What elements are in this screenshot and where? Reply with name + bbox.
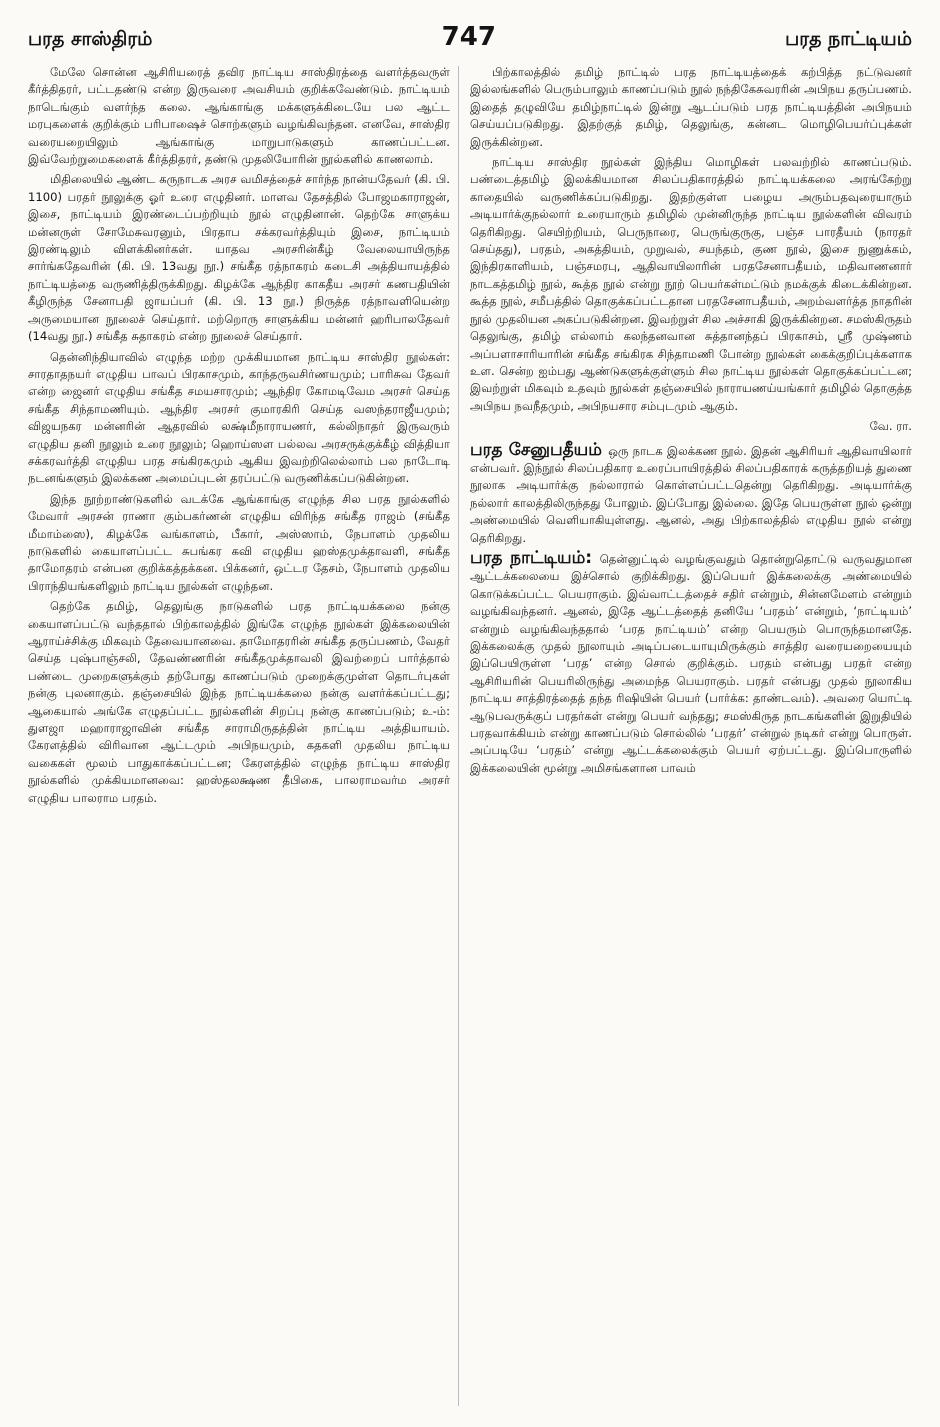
entry-bharata-natyam (470, 547, 912, 777)
running-head-right: பரத நாட்டியம் (785, 28, 912, 50)
paragraph: நாட்டிய சாஸ்திர நூல்கள் இந்திய மொழிகள் பலவற்றில் காணப்படும். பண்டைத்தமிழ் இலக்கியமான சிலப்பதிகாரத்தில் நாட்டியக்கலை அரங்கேற்று காதையில் வருணிக்கப்படுகிறது. இதற்குள்ள பழைய அரும்பதவுரையாரும் அடியார்க்குநல்லார் உரையாரும் தமிழில் முன்னிருந்த நாட்டிய நூல்களின் விவரம் தெரிகிறது. செயிற்றியம், பெருநாரை, பெருங்குருகு, பஞ்ச பாரதீயம் (நாரதர் செய்தது), பரதம், அகத்தியம், முறுவல், சயந்தம், குண நூல், இசை நுணுக்கம், இந்திரகாளியம், பஞ்சமரபு, ஆதிவாயிலாரின் பரதசேனாபதீயம், மதிவாணனார் நாடகத்தமிழ் நூல், கூத்த நூல் என்று நூற் பெயர்கள்மட்டும் நமக்குக் கிடைக்கின்றன. கூத்த நூல், சமீபத்தில் தொகுக்கப்பட்டதான பரதசேனாபதீயம், அறம்வளர்த்த நாதரின் நூல் முதலியன அகப்படுகின்றன. இவற்றுள் சில அச்சாகி இருக்கின்றன. சமஸ்கிருதம் தெலுங்கு, தமிழ் எல்லாம் கலந்தனவான சுத்தானந்தப் பிரகாசம், ஸ்ரீ முஷ்ணம் அப்பளாசாரியாரின் சங்கீத சங்கிரக சிந்தாமணி போன்ற நூல்கள் கைக்குறிப்புக்களாக உள. சென்ற ஐம்பது ஆண்டுகளுக்குள்ளும் சில நாட்டிய நூல்கள் தொகுக்கப்பட்டன; இவற்றுள் மிகவும் உதவும் நூல்கள் தஞ்சையில் நாராயணய்யங்கார் தமிழில் தொகுத்த அபிநய நவநீதமும், அபிநயசார சம்புடமும் ஆகும். (470, 155, 912, 413)
entry-text: தென்னுட்டில் வழங்குவதும் தொன்றுதொட்டு வருவதுமான ஆட்டக்கலையை இச்சொல் குறிக்கிறது. இப்பெயர் இக்கலைக்கு அண்மையில் கொடுக்கப்பட்ட பெயராகும். இவ்வாட்டத்தைச் சதிர் என்றும், சின்னமேளம் என்றும் வழங்கிவந்தனர். ஆனல், இதே ஆட்டத்தைத் தனியே ‘பரதம்’ என்றும், ‘நாட்டியம்’ என்றும் வழங்கிவந்ததால் ‘பரத நாட்டியம்’ என்ற பெயரும் பொருந்தமானதே. இக்கலைக்கு முதல் நூலாயும் அடிப்படையாயுமிருக்கும் சாத்திர வரையறையையும் இப்பெயிருள்ள ‘பரத’ என்ற சொல் குறிக்கும். பரதம் என்பது பரதர் என்ற ஆசிரியரின் பெயரிலிருந்து அமைந்த பெயராகும். பரதர் என்பது முதல் நூலாகிய நாட்டிய சாத்திரத்தைத் தந்த ரிஷியின் பெயர் (பார்க்க: தாண்டவம்). அவரை யொட்டி ஆடுபவருக்குப் பரதர்கள் என்று பெயர் வந்தது; சமஸ்கிருத நாடகங்களின் இறுதியில் பரதவாக்கியம் என்று காணப்படும் சொல்லில் ‘பரதர்’ என்றுல் நடிகர் என்று பொருள். அப்படியே ‘பரதம்’ என்று ஆட்டக்கலைக்கும் பெயர் ஏற்பட்டது. இப்பொருளில் இக்கலையின் மூன்று அமிசங்களான பாவம் (470, 551, 912, 775)
entry-text: ஒரு நாடக இலக்கண நூல். இதன் ஆசிரியர் ஆதிவாயிலார் என்பவர். இந்நூல் சிலப்பதிகார உரைப்பாயிரத்தில் சிலப்பதிகாரக் கருத்தறியத் துணை நூலாக அடியார்க்கு நல்லாரால் கொள்ளப்பட்டதென்று தெரிகிறது. அடியார்க்கு நல்லார் காலத்திலிருந்தது போலும். இப்போது இல்லை. இதே பெயருள்ள நூல் ஒன்று அண்மையில் வெளியாகியுள்ளது. ஆனல், அது பிற்காலத்தில் எழுதிய நூல் என்று தெரிகிறது. (470, 443, 912, 545)
right-column (470, 64, 912, 1410)
page-header (28, 22, 912, 56)
paragraph: மேலே சொன்ன ஆசிரியரைத் தவிர நாட்டிய சாஸ்திரத்தை வளர்த்தவருள் கீர்த்திதரர், பட்டதண்டு என்ற இருவரை அவசியம் குறிக்கவேண்டும். நாட்டியம் நாடெங்கும் வளர்ந்த கலை. ஆங்காங்கு மக்களுக்கிடையே பல ஆட்ட மரபுகளைக் குறிக்கும் பரிபாஷைச் சொற்களும் வழங்கிவந்தன. எனவே, சாஸ்திர வரையறையிலும் ஆங்காங்கு மாறுபாடுகளும் காணப்பட்டன. இவ்வேற்றுமைகளைக் கீர்த்திதரர், தண்டு முதலியோரின் நூல்களில் காணலாம். (28, 65, 450, 167)
entry-heading: பரத நாட்டியம்: (470, 547, 600, 568)
left-column (28, 64, 450, 1410)
entry-bharata-senapatiyam (470, 439, 912, 547)
paragraph: மிதிலையில் ஆண்ட கருநாடக அரச வமிசத்தைச் சார்ந்த நான்யதேவர் (கி. பி. 1100) பரதர் நூலுக்கு ஓர் உரை எழுதினர். மாளவ தேசத்தில் போஜமகாராஜன், இசை, நாட்டியம் இரண்டைப்பற்றியும் நூல் எழுதினான். தெற்கே சாளுக்ய மன்னருள் சோமேசுவரனும், பிரதாப சக்கரவர்த்தியும் இசை, நாட்டியம் இரண்டிலும் விளக்கினர்கள். யாதவ அரசரின்கீழ் வேலையாயிருந்த சார்ங்கதேவரின் (கி. பி. 13வது நூ.) சங்கீத ரத்நாகரம் கடைசி அத்தியாயத்தில் நாட்டியத்தை வருணித்திருக்கிறது. கிழக்கே ஆந்திர காகதீய அரசர் கணபதியின் கீழிருந்த சேனாபதி ஜாயப்பர் (கி. பி. 13 நூ.) நிருத்த ரத்நாவளியென்ற அருமையான நூலைச் செய்தார். மற்றொரு சாளுக்கிய மன்னர் ஹரிபாலதேவர் (14வது நூ.) சங்கீத சுதாகரம் என்ற நூலைச் செய்தார். (28, 172, 450, 344)
paragraph: தெற்கே தமிழ், தெலுங்கு நாடுகளில் பரத நாட்டியக்கலை நன்கு கையாளப்பட்டு வந்ததால் பிற்காலத்தில் இங்கே எழுந்த நூல்கள் இக்கலையின் ஆராய்ச்சிக்கு மிகவும் தேவையானவை. தாமோதரரின் சங்கீத தருப்பணம், வேதர் செய்த புஷ்பாஞ்சலி, தேவண்ணரின் சங்கீதமுக்தாவலி இவற்றைப் பார்த்தால் பண்டை முறைகளுக்கும் தற்போது காணப்படும் முறைக்குமுள்ள தொடர்புகள் நன்கு புலனாகும். தஞ்சையில் இந்த நாட்டியக்கலை நன்கு வளர்க்கப்பட்டது; ஆகையால் அங்கே எழுதப்பட்ட நூல்களின் சிறப்பு நன்கு காணப்படும்; உ-ம்: துளஜா மஹாராஜாவின் சங்கீத சாராமிருதத்தின் நாட்டிய அத்தியாயம். கேரளத்தில் விரிவான ஆட்டமும் அபிநயமும், கதகளி முதலிய நாட்டிய வகைகள் மூலம் பாதுகாக்கப்பட்டன; கேரளத்தில் எழுந்த நாட்டிய சாஸ்திர நூல்களில் முக்கியமானவை: ஹஸ்தலக்ஷண தீபிகை, பாலராமவர்ம அரசர் எழுதிய பாலராம பரதம். (28, 599, 450, 805)
column-divider (458, 66, 459, 1406)
paragraph: இந்த நூற்றாண்டுகளில் வடக்கே ஆங்காங்கு எழுந்த சில பரத நூல்களில் மேவார் அரசன் ராணா கும்பகர்ணன் எழுதிய விரிந்த சங்கீத ராஜம் (சங்கீத மீமாம்ஸை), கிழக்கே வங்காளம், பீகார், அஸ்ஸாம், நேபாளம் முதலிய நாடுகளில் கையாளப்பட்ட சுபங்கர கவி எழுதிய ஹஸ்தமுக்தாவளி, சங்கீத தாமோதரம் என்பன குறிக்கத்தக்கன. பிக்கனர், ஒட்டர தேசம், நேபாளம் முதலிய பிராந்தியங்களிலும் நாட்டிய நூல்கள் எழுந்தன. (28, 491, 450, 593)
paragraph: பிற்காலத்தில் தமிழ் நாட்டில் பரத நாட்டியத்தைக் கற்பித்த நட்டுவனர் இல்லங்களில் பெரும்பாலும் காணப்படும் நூல் நந்திகேசுவரரின் அபிநய தருப்பணம். இதைத் தழுவியே தமிழ்நாட்டில் இன்று ஆடப்படும் பரத நாட்டியத்தின் அபிநயம் செய்யப்படுகிறது. இதற்குத் தமிழ், தெலுங்கு, கன்னட மொழிபெயர்ப்புக்கள் இருக்கின்றன. (470, 65, 912, 149)
paragraph: தென்னிந்தியாவில் எழுந்த மற்ற முக்கியமான நாட்டிய சாஸ்திர நூல்கள்: சாரதாதநயர் எழுதிய பாவப் பிரகாசமும், காந்தருவசிர்ணயமும்; பாரிசுவ தேவர் என்ற ஜைனர் எழுதிய சங்கீத சமயசாரமும்; ஆந்திர கோமடிவேம அரசர் செய்த சங்கீத சிந்தாமணியும். ஆந்திர அரசர் குமாரகிரி செய்த வஸந்தராஜீயமும்; விஜயநகர மன்னரின் ஆதரவில் லக்ஷ்மீநாராயணர், கல்லிநாதர் இருவரும் எழுதிய தனி நூலும் உரை நூலும்; ஹொய்ஸள பல்லவ அரசருக்குக்கீழ் வித்தியா சக்கரவர்த்தி எழுதிய பரத சங்கிரகமும் ஆகிய இவற்றிலெல்லாம் பல நாடோடி நடனங்களும் இலக்கண அமைப்புடன் தரப்பட்டு வருணிக்கப்படுகின்றன. (28, 349, 450, 486)
entry-heading: பரத சேனுபதீயம் (470, 439, 609, 460)
author-signature: வே. ரா. (869, 419, 912, 434)
running-head-left: பரத சாஸ்திரம் (28, 28, 153, 50)
page-number: 747 (441, 22, 496, 52)
